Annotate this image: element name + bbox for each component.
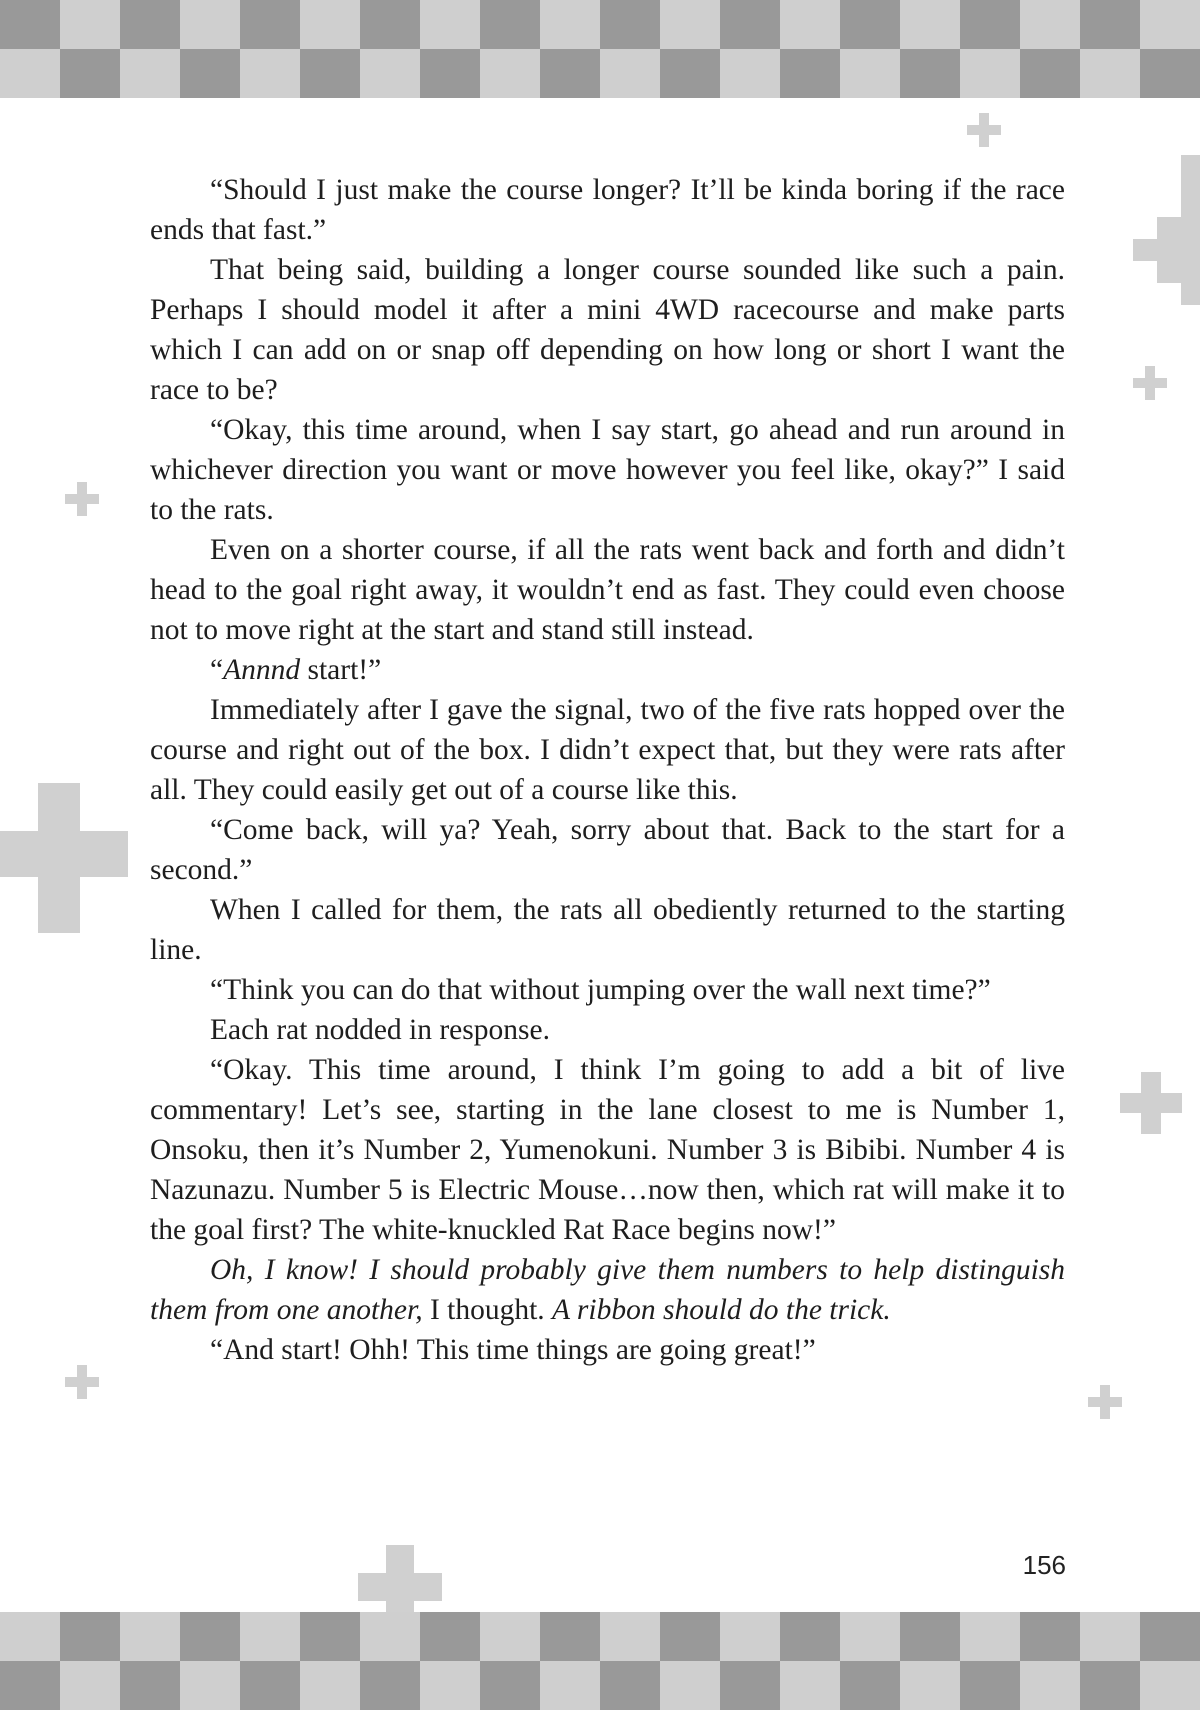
paragraph [150, 970, 1065, 1010]
checker-cell [780, 1612, 840, 1661]
sparkle-icon [967, 113, 1001, 147]
top-checker-border [0, 0, 1200, 98]
checker-cell [0, 49, 60, 98]
checker-cell [300, 1612, 360, 1661]
sparkle-icon [65, 1365, 99, 1399]
checker-cell [780, 1661, 840, 1710]
text-run: start!” [300, 654, 382, 686]
checker-cell [600, 49, 660, 98]
checker-cell [1140, 0, 1200, 49]
checker-cell [420, 1661, 480, 1710]
checker-cell [300, 1661, 360, 1710]
paragraph [150, 690, 1065, 810]
checker-cell [1080, 1661, 1140, 1710]
checker-cell [360, 1612, 420, 1661]
checker-cell [1020, 1612, 1080, 1661]
checker-cell [180, 49, 240, 98]
checker-cell [1020, 1661, 1080, 1710]
checker-cell [420, 0, 480, 49]
checker-cell [480, 0, 540, 49]
checker-cell [660, 1661, 720, 1710]
checker-cell [240, 1612, 300, 1661]
text-run: Immediately after I gave the signal, two of the five rats hopped over the course and right out of the box. I didn’t expect that, but they were rats after all. They could easily get out of a course like this. [150, 694, 1065, 806]
checker-cell [420, 1612, 480, 1661]
checker-cell [0, 0, 60, 49]
checker-cell [540, 1661, 600, 1710]
checker-cell [660, 49, 720, 98]
sparkle-icon [1133, 366, 1167, 400]
text-run: “Okay. This time around, I think I’m going to add a bit of live commentary! Let’s see, starting in the lane closest to me is Number 1, Onsoku, then it’s Number 2, Yumenokuni. Number 3 is Bibibi. Number 4 is Nazunazu. Number 5 is Electric Mouse…now then, which rat will make it to the goal first? The white-knuckled Rat Race begins now!” [150, 1054, 1065, 1246]
checker-cell [0, 1612, 60, 1661]
paragraph [150, 410, 1065, 530]
page-number: 156 [1022, 1550, 1066, 1580]
paragraph [150, 1010, 1065, 1050]
paragraph [150, 170, 1065, 250]
checker-cell [780, 0, 840, 49]
paragraph [150, 890, 1065, 970]
checker-cell [600, 0, 660, 49]
checker-cell [120, 49, 180, 98]
checker-cell [360, 1661, 420, 1710]
checker-cell [360, 49, 420, 98]
checker-cell [1140, 1661, 1200, 1710]
paragraph [150, 530, 1065, 650]
large-sparkle-icon [0, 783, 128, 933]
checker-pattern-top [0, 0, 1200, 98]
checker-cell [180, 1612, 240, 1661]
checker-cell [960, 49, 1020, 98]
checker-cell [0, 1661, 60, 1710]
checker-cell [780, 49, 840, 98]
text-run: That being said, building a longer course sounded like such a pain. Perhaps I should model it after a mini 4WD racecourse and make parts which I can add on or snap off depending on how long or short I want the race to be? [150, 254, 1065, 406]
checker-cell [1020, 0, 1080, 49]
checker-cell [240, 1661, 300, 1710]
checker-cell [240, 0, 300, 49]
checker-cell [1080, 49, 1140, 98]
checker-cell [900, 1612, 960, 1661]
checker-cell [300, 0, 360, 49]
checker-cell [900, 0, 960, 49]
checker-cell [900, 1661, 960, 1710]
paragraph [150, 1250, 1065, 1330]
paragraph [150, 650, 1065, 690]
sparkle-icon [1088, 1385, 1122, 1419]
paragraph [150, 1330, 1065, 1370]
text-run: “Should I just make the course longer? It’ll be kinda boring if the race ends that fast.” [150, 174, 1065, 246]
checker-cell [120, 1661, 180, 1710]
checker-cell [120, 1612, 180, 1661]
checker-cell [60, 0, 120, 49]
large-sparkle-icon [1133, 155, 1200, 305]
italic-text: Oh, I know! I should probably give them numbers to help distinguish them from one another, [150, 1254, 1065, 1326]
checker-cell [720, 0, 780, 49]
checker-cell [480, 1661, 540, 1710]
text-run: When I called for them, the rats all obediently returned to the starting line. [150, 894, 1065, 966]
checker-cell [840, 1661, 900, 1710]
checker-cell [480, 1612, 540, 1661]
checker-cell [180, 1661, 240, 1710]
checker-cell [600, 1661, 660, 1710]
checker-cell [1080, 1612, 1140, 1661]
checker-cell [720, 49, 780, 98]
checker-cell [720, 1661, 780, 1710]
checker-cell [1140, 49, 1200, 98]
checker-cell [480, 49, 540, 98]
checker-cell [540, 49, 600, 98]
checker-cell [960, 1612, 1020, 1661]
paragraph [150, 810, 1065, 890]
checker-cell [300, 49, 360, 98]
text-run: “Come back, will ya? Yeah, sorry about that. Back to the start for a second.” [150, 814, 1065, 886]
checker-cell [240, 49, 300, 98]
checker-cell [420, 49, 480, 98]
checker-cell [960, 1661, 1020, 1710]
checker-cell [120, 0, 180, 49]
checker-cell [60, 1612, 120, 1661]
checker-cell [660, 0, 720, 49]
checker-cell [1020, 49, 1080, 98]
body-text [150, 170, 1065, 1370]
checker-cell [840, 1612, 900, 1661]
text-run: Each rat nodded in response. [210, 1014, 550, 1046]
checker-cell [1140, 1612, 1200, 1661]
checker-cell [720, 1612, 780, 1661]
checker-cell [540, 1612, 600, 1661]
paragraph [150, 1050, 1065, 1250]
checker-cell [540, 0, 600, 49]
checker-cell [600, 1612, 660, 1661]
sparkle-icon [1120, 1072, 1182, 1134]
checker-cell [960, 0, 1020, 49]
checker-cell [360, 0, 420, 49]
italic-text: A ribbon should do the trick. [552, 1294, 891, 1326]
checker-cell [900, 49, 960, 98]
paragraph [150, 250, 1065, 410]
bottom-checker-border [0, 1612, 1200, 1710]
checker-pattern-bottom [0, 1612, 1200, 1710]
italic-text: Annnd [223, 654, 301, 686]
checker-cell [1080, 0, 1140, 49]
text-run: Even on a shorter course, if all the rats went back and forth and didn’t head to the goal right away, it wouldn’t end as fast. They could even choose not to move right at the start and stand still instead. [150, 534, 1065, 646]
checker-cell [180, 0, 240, 49]
text-run: I thought. [422, 1294, 553, 1326]
checker-cell [840, 49, 900, 98]
text-run: “Think you can do that without jumping over the wall next time?” [210, 974, 991, 1006]
sparkle-icon [65, 482, 99, 516]
checker-cell [60, 49, 120, 98]
checker-cell [60, 1661, 120, 1710]
text-run: “Okay, this time around, when I say start, go ahead and run around in whichever direction you want or move however you feel like, okay?” I said to the rats. [150, 414, 1065, 526]
checker-cell [840, 0, 900, 49]
text-run: “ [210, 654, 224, 686]
checker-cell [660, 1612, 720, 1661]
text-run: “And start! Ohh! This time things are going great!” [210, 1334, 816, 1366]
